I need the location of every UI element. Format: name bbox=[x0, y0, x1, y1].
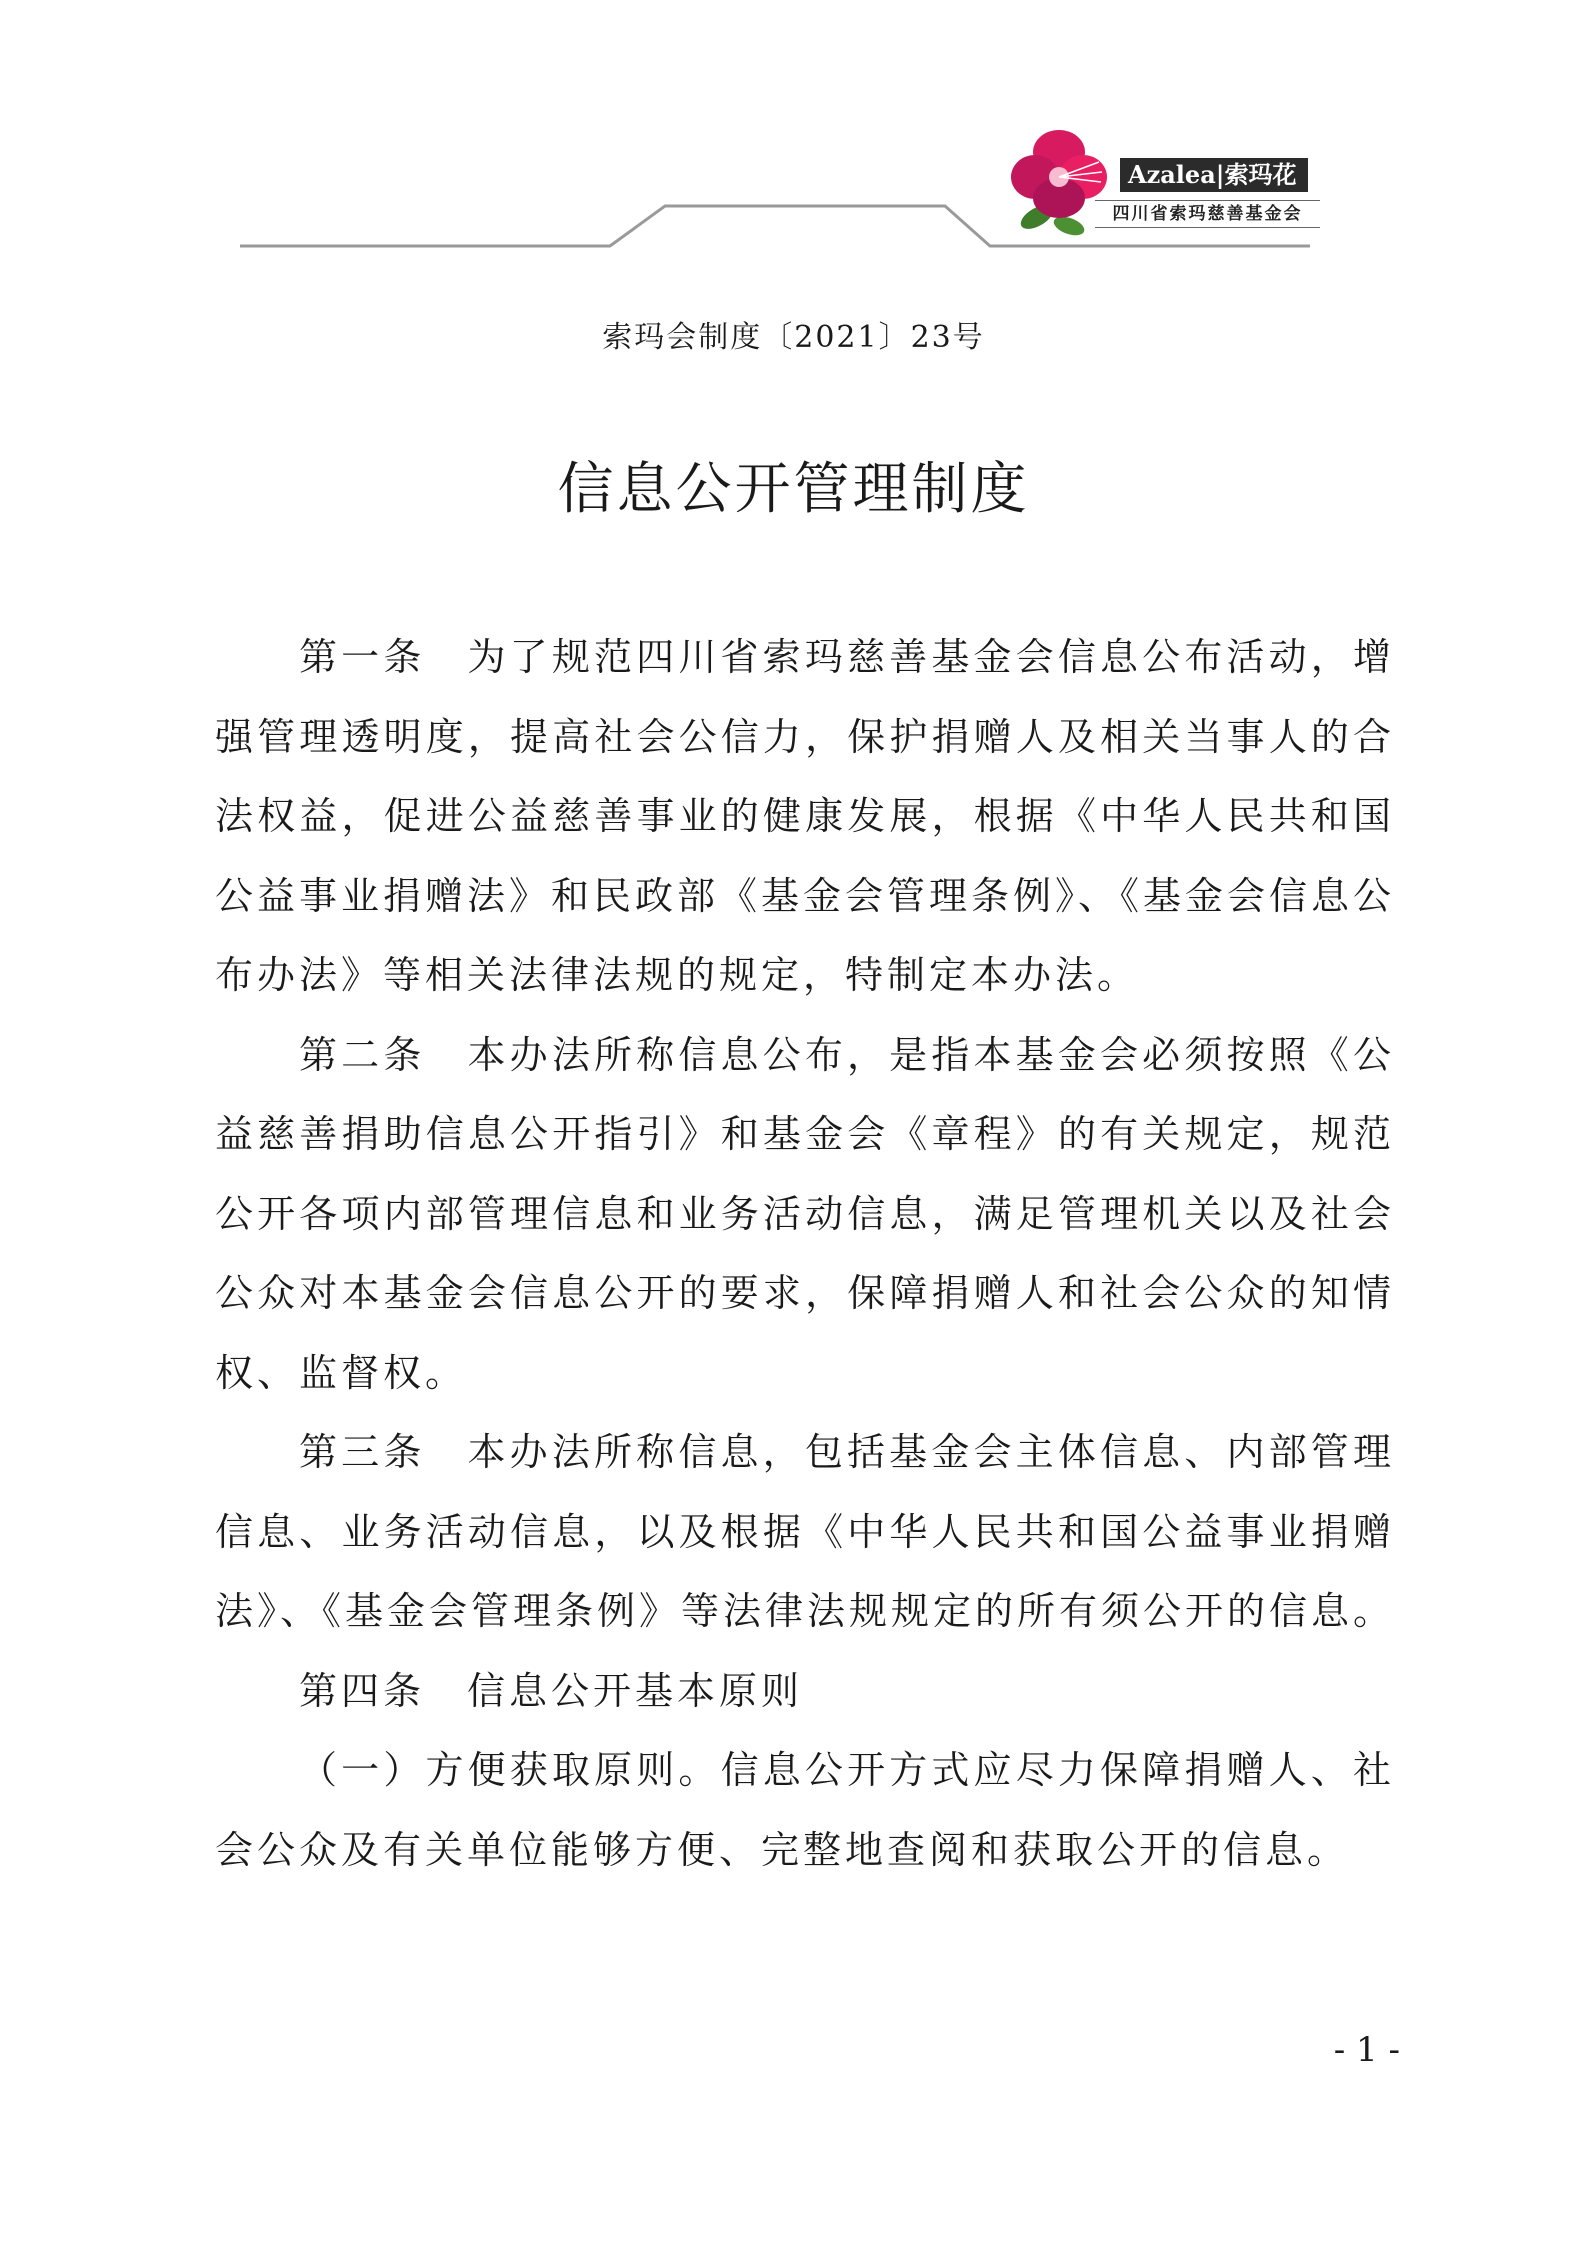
article-label: 第四条 bbox=[299, 1668, 426, 1713]
article-3 bbox=[215, 1413, 1395, 1652]
document-body bbox=[215, 618, 1395, 1890]
sub-item-text: 方便获取原则。信息公开方式应尽力保障捐赠人、社会公众及有关单位能够方便、完整地查阅和获取公开的信息。 bbox=[215, 1748, 1395, 1872]
article-4 bbox=[215, 1652, 1395, 1732]
sub-item-label: （一） bbox=[299, 1748, 426, 1792]
article-label: 第三条 bbox=[299, 1430, 426, 1474]
article-text: 信息公开基本原则 bbox=[467, 1668, 804, 1713]
article-1 bbox=[215, 618, 1395, 1016]
document-title: 信息公开管理制度 bbox=[557, 457, 1030, 522]
foundation-logo bbox=[995, 118, 1325, 248]
document-number: 索玛会制度〔2021〕23号 bbox=[602, 320, 985, 355]
page-number: - 1 - bbox=[1333, 2030, 1400, 2070]
article-text: 为了规范四川省索玛慈善基金会信息公布活动，增强管理透明度，提高社会公信力，保护捐赠人及相关当事人的合法权益，促进公益慈善事业的健康发展，根据《中华人民共和国公益事业捐赠法》和民政部《基金会管理条例》、《基金会信息公布办法》等相关法律法规的规定，特制定本办法。 bbox=[215, 635, 1396, 997]
article-label: 第二条 bbox=[299, 1032, 426, 1077]
logo-brand-cn: 四川省索玛慈善基金会 bbox=[1095, 200, 1320, 228]
article-text: 本办法所称信息，包括基金会主体信息、内部管理信息、业务活动信息，以及根据《中华人民共和国公益事业捐赠法》、《基金会管理条例》等法律法规规定的所有须公开的信息。 bbox=[215, 1430, 1396, 1633]
article-text: 本办法所称信息公布，是指本基金会必须按照《公益慈善捐助信息公开指引》和基金会《章程》的有关规定，规范公开各项内部管理信息和业务活动信息，满足管理机关以及社会公众对本基金会信息公开的要求，保障捐赠人和社会公众的知情权、监督权。 bbox=[215, 1032, 1395, 1395]
logo-brand-en: Azalea|索玛花 bbox=[1120, 158, 1308, 192]
sub-item-1 bbox=[215, 1731, 1395, 1890]
article-label: 第一条 bbox=[299, 635, 426, 679]
article-2 bbox=[215, 1016, 1395, 1414]
header-divider bbox=[0, 0, 1587, 260]
